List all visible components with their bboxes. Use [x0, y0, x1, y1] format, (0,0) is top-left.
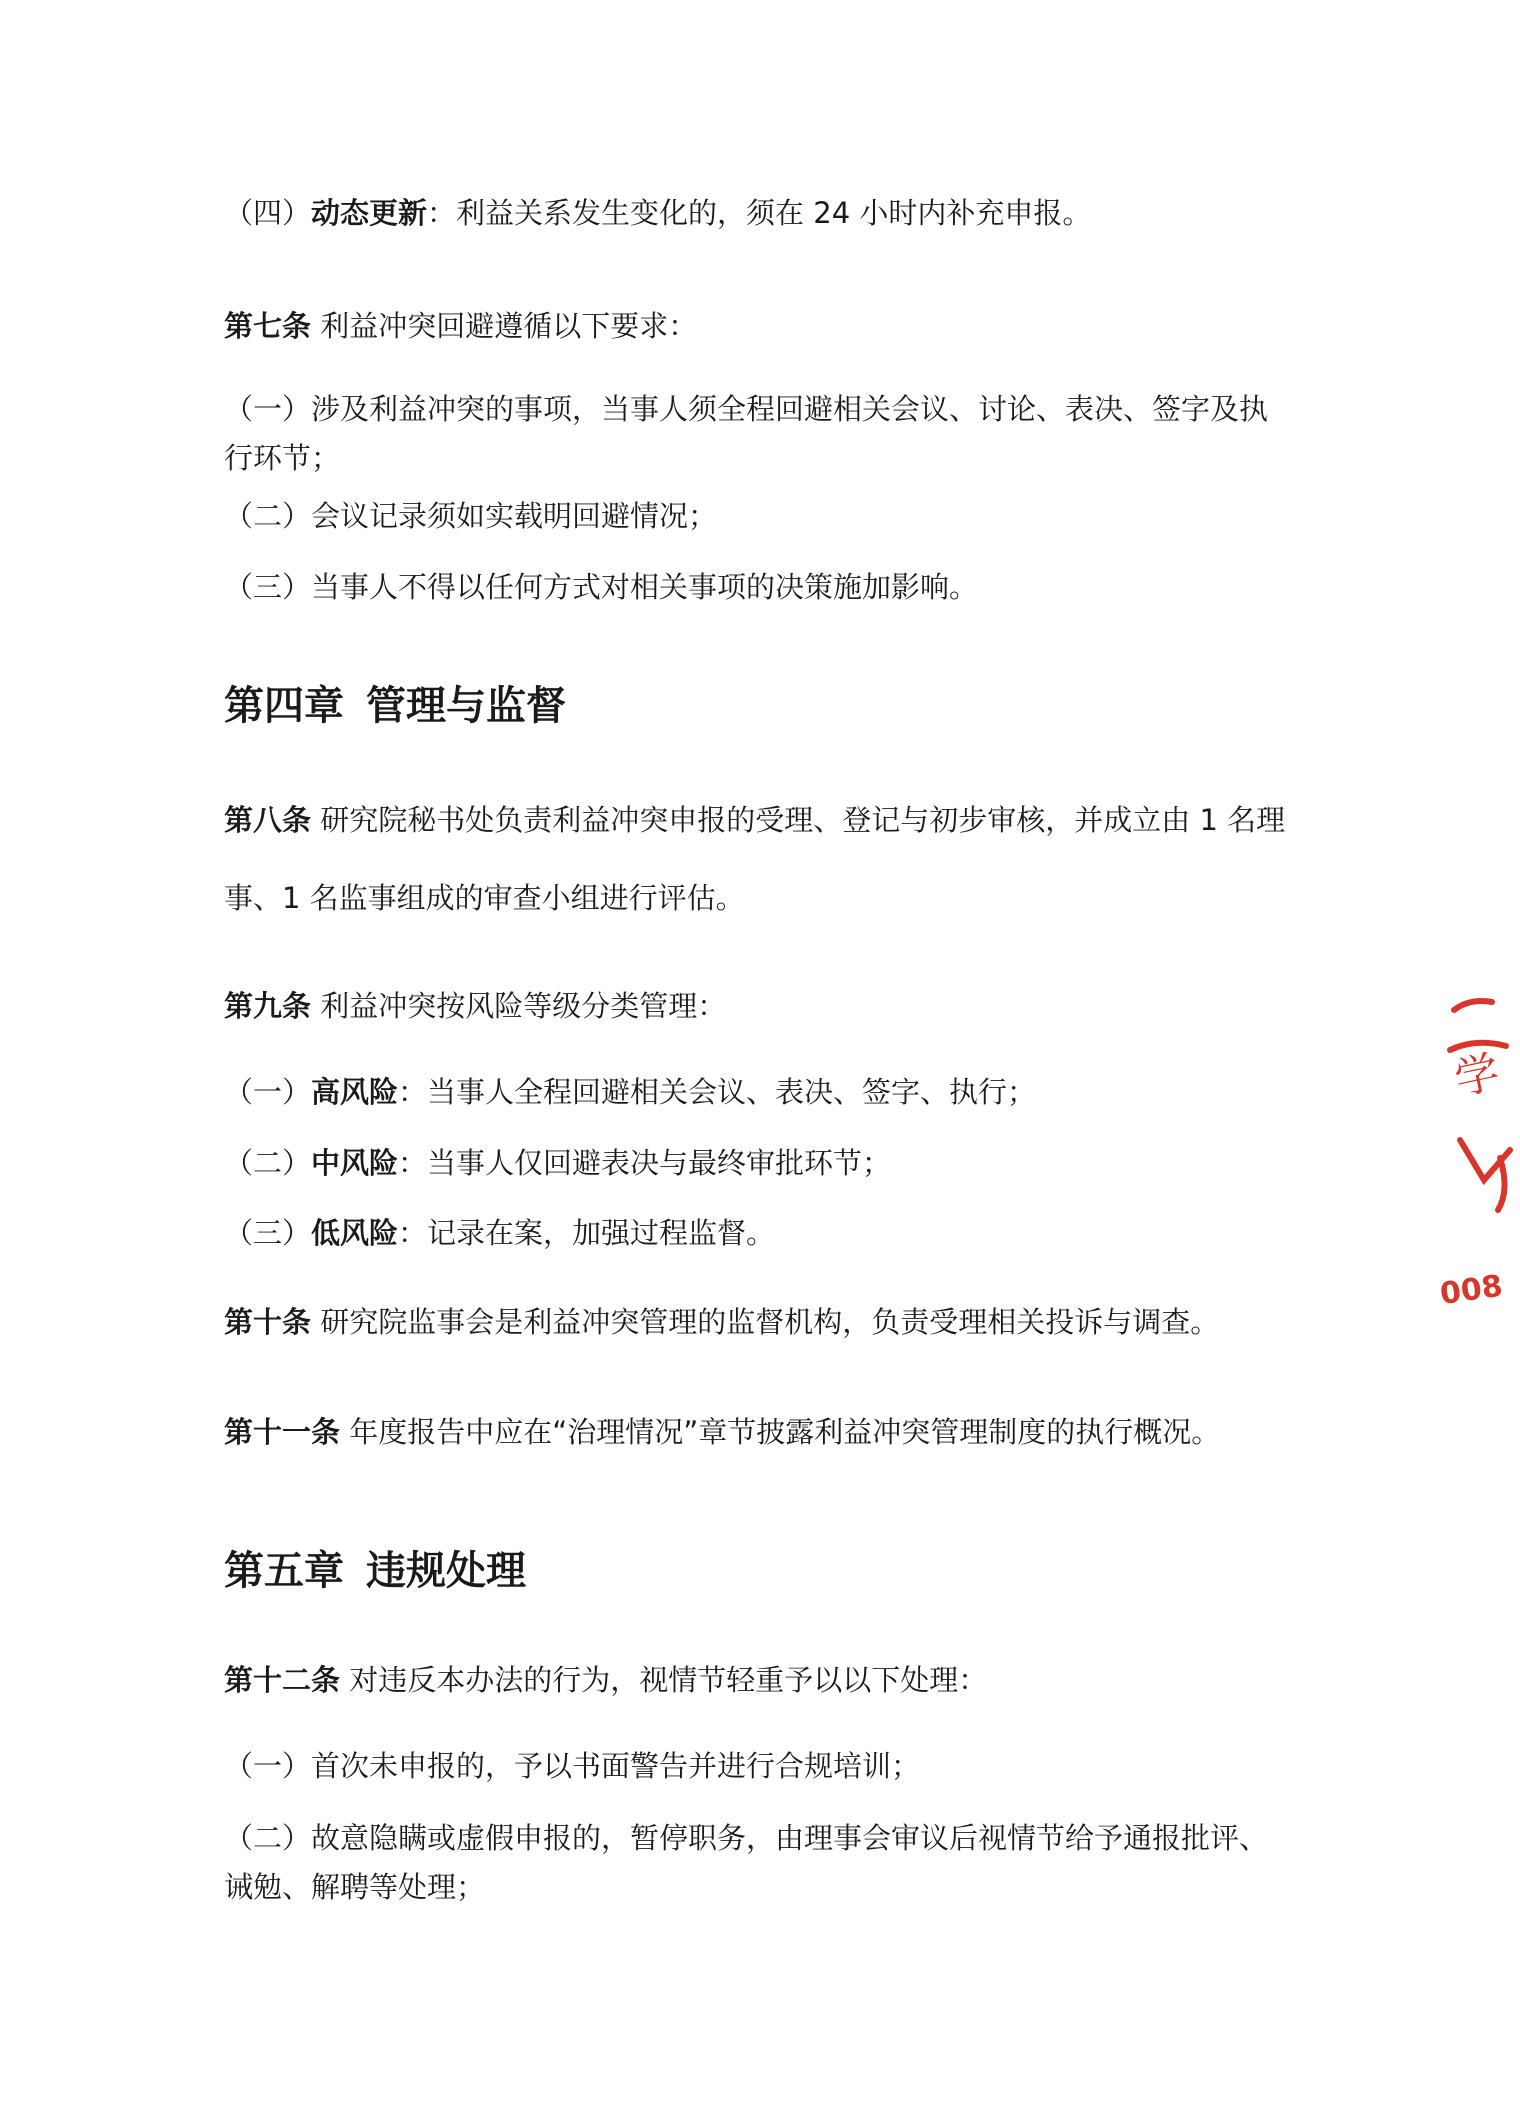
article-9: 第九条 利益冲突按风险等级分类管理： — [224, 989, 727, 1023]
seal-number: 008 — [1437, 1268, 1505, 1312]
article-11: 第十一条 年度报告中应在“治理情况”章节披露利益冲突管理制度的执行概况。 — [224, 1415, 1221, 1449]
article-7-item-2: （二）会议记录须如实载明回避情况； — [224, 499, 718, 533]
article-9-item-medium-risk: （二）中风险：当事人仅回避表决与最终审批环节； — [224, 1146, 892, 1180]
article-8: 第八条 研究院秘书处负责利益冲突申报的受理、登记与初步审核，并成立由 1 名理事、1 名监事组成的审查小组进行评估。 — [224, 803, 1286, 915]
article-7-item-3: （三）当事人不得以任何方式对相关事项的决策施加影响。 — [224, 570, 979, 604]
article-12-item-2: （二）故意隐瞒或虚假申报的，暂停职务，由理事会审议后视情节给予通报批评、诫勉、解聘等处理； — [224, 1821, 1269, 1904]
article-12-item-1: （一）首次未申报的，予以书面警告并进行合规培训； — [224, 1749, 921, 1783]
article-12: 第十二条 对违反本办法的行为，视情节轻重予以以下处理： — [224, 1663, 988, 1697]
article-9-item-high-risk: （一）高风险：当事人全程回避相关会议、表决、签字、执行； — [224, 1075, 1037, 1109]
article-7-item-1: （一）涉及利益冲突的事项，当事人须全程回避相关会议、讨论、表决、签字及执行环节； — [224, 392, 1269, 475]
seal-character: 学 — [1450, 1046, 1504, 1106]
article-10: 第十条 研究院监事会是利益冲突管理的监督机构，负责受理相关投诉与调查。 — [224, 1305, 1220, 1339]
article-9-item-low-risk: （三）低风险：记录在案，加强过程监督。 — [224, 1216, 776, 1250]
clause-4-dynamic-update: （四）动态更新：利益关系发生变化的，须在 24 小时内补充申报。 — [224, 196, 1092, 230]
chapter-4-heading: 第四章 管理与监督 — [224, 682, 566, 729]
chapter-5-heading: 第五章 违规处理 — [224, 1547, 526, 1594]
red-seal-stamp-fragment — [1437, 990, 1520, 1350]
article-7: 第七条 利益冲突回避遵循以下要求： — [224, 309, 698, 343]
